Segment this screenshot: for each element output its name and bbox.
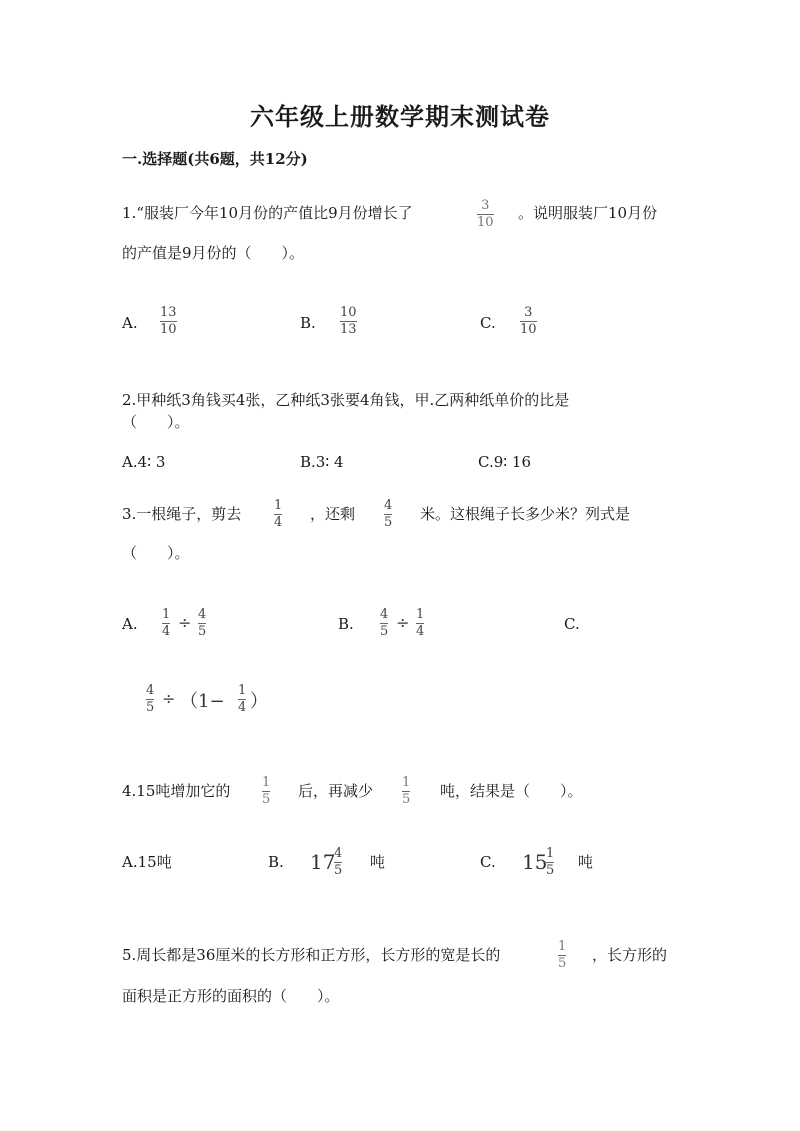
numerator: 13 [160,305,177,320]
q3-fraction-2 [384,499,392,530]
q1-option-a-fraction[interactable] [160,306,177,337]
denominator: 4 [162,624,171,639]
q5-fraction [558,940,566,971]
numerator: 4 [198,607,207,622]
q3-option-a-frac1[interactable] [162,608,170,639]
q1-fraction [477,199,494,230]
q5-text-part1: 5.周长都是36厘米的长方形和正方形，长方形的宽是长的 [122,946,501,964]
q1-text-line2: 的产值是9月份的（ ）。 [122,244,305,262]
section-heading: 一.选择题(共6题，共12分) [122,150,308,168]
q3-text-part1: 3.一根绳子，剪去 [122,505,242,523]
q3-option-b-divide: ÷ [396,613,410,632]
q5-text-line2: 面积是正方形的面积的（ ）。 [122,987,340,1005]
denominator: 4 [416,624,425,639]
page-title: 六年级上册数学期末测试卷 [250,102,550,131]
q3-option-c-frac1[interactable] [146,684,154,715]
q4-option-c-whole: 15 [522,850,548,874]
q3-option-a-label[interactable]: A. [122,615,138,633]
q3-option-a-frac2[interactable] [198,608,206,639]
q4-option-b-fraction[interactable] [334,847,342,878]
q3-fraction-1 [274,499,282,530]
denominator: 5 [334,863,343,878]
denominator: 5 [380,624,389,639]
q3-option-b-frac1[interactable] [380,608,388,639]
q4-text-part1: 4.15吨增加它的 [122,782,231,800]
q3-option-c-open: （1− [180,691,225,712]
q4-fraction-2 [402,776,410,807]
denominator: 5 [402,792,411,807]
denominator: 5 [198,624,207,639]
numerator: 1 [262,775,271,790]
q3-option-c-divide: ÷ [162,689,176,708]
numerator: 1 [238,683,247,698]
q4-fraction-1 [262,776,270,807]
q1-text-part2: 。说明服装厂10月份 [518,204,658,222]
q4-text-part3: 吨，结果是（ ）。 [440,782,583,800]
q3-option-c-close: ） [250,691,268,712]
q4-option-b-whole: 17 [310,850,336,874]
q3-option-b-frac2[interactable] [416,608,424,639]
q2-text-line2: （ ）。 [122,413,190,431]
denominator: 5 [558,956,567,971]
q2-option-a[interactable]: A.4∶ 3 [122,453,166,471]
q1-text-part1: 1.“服装厂今年10月份的产值比9月份增长了 [122,204,413,222]
q3-option-a-divide: ÷ [178,613,192,632]
q1-frac-denominator: 10 [477,215,494,230]
denominator: 10 [520,322,537,337]
numerator: 4 [146,683,155,698]
q4-option-c-fraction[interactable] [546,847,554,878]
q4-option-c-unit: 吨 [578,853,594,871]
q4-option-c-label[interactable]: C. [480,853,496,871]
q2-option-c[interactable]: C.9∶ 16 [478,453,532,471]
q4-option-a[interactable]: A.15吨 [122,853,172,871]
q4-text-part2: 后，再减少 [298,782,374,800]
q2-text-line1: 2.甲种纸3角钱买4张，乙种纸3张要4角钱，甲.乙两种纸单价的比是 [122,391,570,409]
q3-text-part3: 米。这根绳子长多少米？列式是 [420,505,631,523]
denominator: 4 [238,700,247,715]
numerator: 1 [274,498,283,513]
numerator: 4 [380,607,389,622]
q1-option-b-label[interactable]: B. [300,314,316,332]
numerator: 3 [524,305,533,320]
q3-text-line2: （ ）。 [122,544,190,562]
denominator: 5 [262,792,271,807]
numerator: 1 [402,775,411,790]
q1-option-c-label[interactable]: C. [480,314,496,332]
denominator: 5 [146,700,155,715]
numerator: 4 [334,846,343,861]
q5-text-part2: ，长方形的 [592,946,668,964]
q4-option-b-label[interactable]: B. [268,853,284,871]
numerator: 1 [558,939,567,954]
denominator: 10 [160,322,177,337]
denominator: 5 [546,863,555,878]
q3-option-c-frac2[interactable] [238,684,246,715]
denominator: 5 [384,515,393,530]
q1-option-b-fraction[interactable] [340,306,357,337]
q1-frac-numerator: 3 [481,198,490,213]
q1-option-c-fraction[interactable] [520,306,537,337]
q3-text-part2: ，还剩 [310,505,356,523]
numerator: 1 [416,607,425,622]
numerator: 1 [546,846,555,861]
numerator: 4 [384,498,393,513]
q1-option-a-label[interactable]: A. [122,314,138,332]
q3-option-c-label[interactable]: C. [564,615,580,633]
denominator: 4 [274,515,283,530]
q4-option-b-unit: 吨 [370,853,386,871]
numerator: 10 [340,305,357,320]
q3-option-b-label[interactable]: B. [338,615,354,633]
denominator: 13 [340,322,357,337]
q2-option-b[interactable]: B.3∶ 4 [300,453,344,471]
numerator: 1 [162,607,171,622]
